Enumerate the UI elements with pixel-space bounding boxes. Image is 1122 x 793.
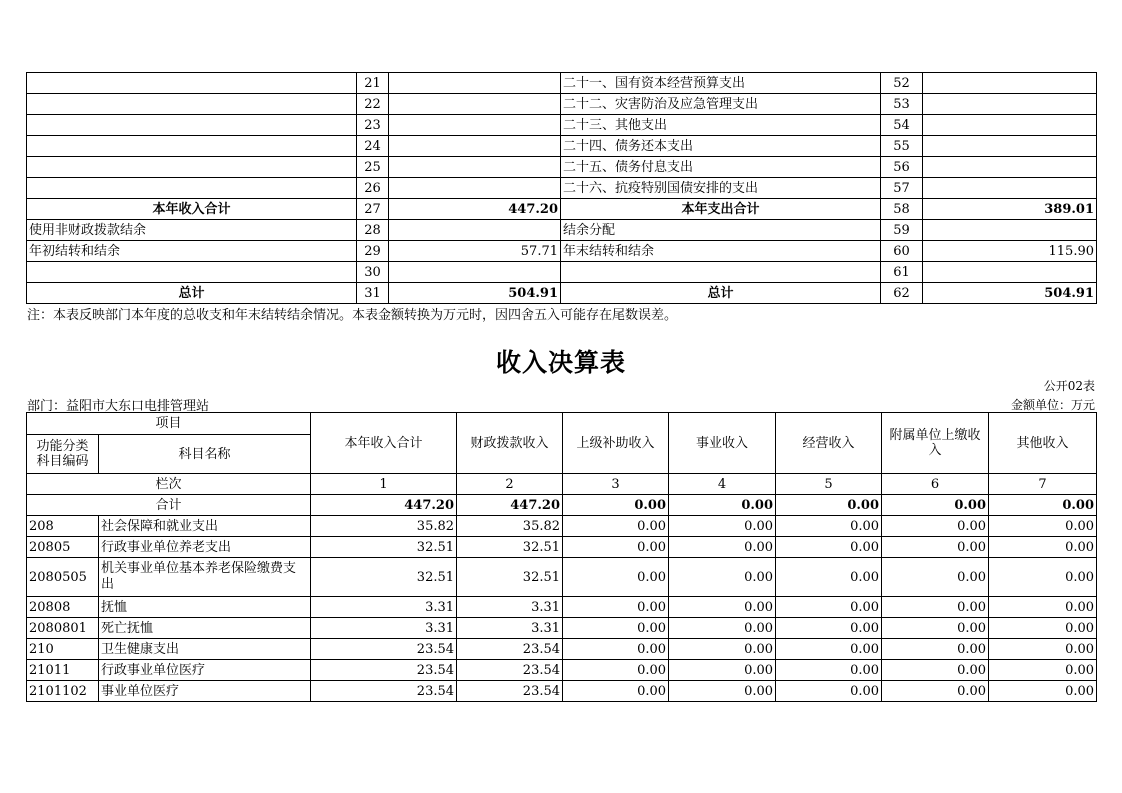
amount-cell: 0.00 <box>989 558 1097 597</box>
expenditure-item-label: 总计 <box>561 283 881 304</box>
expenditure-amount <box>923 220 1097 241</box>
income-amount: 447.20 <box>389 199 561 220</box>
expenditure-amount <box>923 136 1097 157</box>
income-amount: 57.71 <box>389 241 561 262</box>
column-index: 5 <box>776 474 882 495</box>
row-number: 27 <box>357 199 389 220</box>
column-index: 3 <box>563 474 669 495</box>
row-number: 22 <box>357 94 389 115</box>
row-number: 59 <box>881 220 923 241</box>
column-index: 7 <box>989 474 1097 495</box>
amount-cell: 0.00 <box>989 681 1097 702</box>
summary-row <box>27 283 1097 304</box>
amount-cell: 0.00 <box>776 660 882 681</box>
subject-name: 抚恤 <box>99 597 311 618</box>
amount-cell: 0.00 <box>989 660 1097 681</box>
amount-cell: 3.31 <box>457 597 563 618</box>
column-index: 2 <box>457 474 563 495</box>
amount-cell: 0.00 <box>776 558 882 597</box>
row-number: 21 <box>357 73 389 94</box>
row-number: 53 <box>881 94 923 115</box>
column-header: 本年收入合计 <box>311 413 457 474</box>
column-index: 1 <box>311 474 457 495</box>
row-number: 26 <box>357 178 389 199</box>
income-amount <box>389 262 561 283</box>
amount-cell: 0.00 <box>882 639 989 660</box>
amount-cell: 23.54 <box>311 660 457 681</box>
column-index: 6 <box>882 474 989 495</box>
amount-cell: 35.82 <box>311 516 457 537</box>
amount-cell: 0.00 <box>882 537 989 558</box>
amount-cell: 0.00 <box>563 660 669 681</box>
expenditure-item-label <box>561 262 881 283</box>
amount-cell: 3.31 <box>311 597 457 618</box>
income-item-label <box>27 136 357 157</box>
income-item-label <box>27 262 357 283</box>
expenditure-item-label: 二十二、灾害防治及应急管理支出 <box>561 94 881 115</box>
summary-row <box>27 220 1097 241</box>
amount-cell: 0.00 <box>882 516 989 537</box>
income-amount <box>389 94 561 115</box>
column-header: 事业收入 <box>669 413 776 474</box>
amount-cell: 0.00 <box>882 618 989 639</box>
amount-cell: 0.00 <box>669 537 776 558</box>
total-value: 0.00 <box>989 495 1097 516</box>
amount-cell: 23.54 <box>311 681 457 702</box>
amount-cell: 0.00 <box>882 660 989 681</box>
amount-cell: 32.51 <box>457 537 563 558</box>
row-number: 62 <box>881 283 923 304</box>
row-number: 25 <box>357 157 389 178</box>
income-amount <box>389 136 561 157</box>
total-label: 合计 <box>27 495 311 516</box>
row-number: 61 <box>881 262 923 283</box>
row-number: 60 <box>881 241 923 262</box>
income-item-label: 使用非财政拨款结余 <box>27 220 357 241</box>
income-amount <box>389 178 561 199</box>
total-value: 447.20 <box>457 495 563 516</box>
expenditure-amount <box>923 94 1097 115</box>
amount-cell: 0.00 <box>563 597 669 618</box>
subject-code: 2080505 <box>27 558 99 597</box>
expenditure-amount <box>923 157 1097 178</box>
amount-cell: 0.00 <box>669 639 776 660</box>
subject-name: 行政事业单位养老支出 <box>99 537 311 558</box>
summary-row <box>27 157 1097 178</box>
summary-row <box>27 178 1097 199</box>
expenditure-item-label: 二十三、其他支出 <box>561 115 881 136</box>
expenditure-item-label: 二十一、国有资本经营预算支出 <box>561 73 881 94</box>
subject-code: 20808 <box>27 597 99 618</box>
income-item-label <box>27 157 357 178</box>
income-item-label: 总计 <box>27 283 357 304</box>
income-expenditure-summary-table <box>26 72 1097 304</box>
row-number: 58 <box>881 199 923 220</box>
subject-code: 2101102 <box>27 681 99 702</box>
amount-cell: 0.00 <box>669 516 776 537</box>
row-number: 30 <box>357 262 389 283</box>
expenditure-item-label: 二十六、抗疫特别国债安排的支出 <box>561 178 881 199</box>
column-index-label: 栏次 <box>27 474 311 495</box>
table-row <box>27 597 1097 618</box>
income-item-label <box>27 73 357 94</box>
amount-cell: 0.00 <box>989 639 1097 660</box>
expenditure-amount: 504.91 <box>923 283 1097 304</box>
amount-cell: 23.54 <box>457 639 563 660</box>
expenditure-item-label: 二十四、债务还本支出 <box>561 136 881 157</box>
amount-cell: 0.00 <box>563 537 669 558</box>
amount-cell: 32.51 <box>311 558 457 597</box>
amount-cell: 0.00 <box>882 597 989 618</box>
summary-row <box>27 199 1097 220</box>
amount-cell: 3.31 <box>457 618 563 639</box>
expenditure-amount <box>923 115 1097 136</box>
income-amount: 504.91 <box>389 283 561 304</box>
expenditure-item-label: 二十五、债务付息支出 <box>561 157 881 178</box>
amount-cell: 0.00 <box>669 597 776 618</box>
income-item-label: 本年收入合计 <box>27 199 357 220</box>
subject-name: 机关事业单位基本养老保险缴费支出 <box>99 558 311 597</box>
amount-cell: 35.82 <box>457 516 563 537</box>
column-header: 附属单位上缴收入 <box>882 413 989 474</box>
row-number: 31 <box>357 283 389 304</box>
subject-code: 208 <box>27 516 99 537</box>
total-value: 0.00 <box>776 495 882 516</box>
amount-cell: 32.51 <box>457 558 563 597</box>
amount-cell: 0.00 <box>989 516 1097 537</box>
expenditure-amount: 389.01 <box>923 199 1097 220</box>
column-header: 经营收入 <box>776 413 882 474</box>
row-number: 55 <box>881 136 923 157</box>
header-item: 项目 <box>27 413 311 435</box>
amount-cell: 0.00 <box>669 681 776 702</box>
amount-cell: 0.00 <box>669 660 776 681</box>
expenditure-amount <box>923 262 1097 283</box>
column-index: 4 <box>669 474 776 495</box>
total-value: 0.00 <box>882 495 989 516</box>
row-number: 56 <box>881 157 923 178</box>
amount-cell: 0.00 <box>776 639 882 660</box>
table-row <box>27 660 1097 681</box>
income-amount <box>389 115 561 136</box>
table-number: 公开02表 <box>1043 379 1095 393</box>
amount-cell: 0.00 <box>776 681 882 702</box>
header-code: 功能分类科目编码 <box>27 435 99 474</box>
expenditure-amount: 115.90 <box>923 241 1097 262</box>
amount-cell: 0.00 <box>882 558 989 597</box>
table-row <box>27 537 1097 558</box>
expenditure-item-label: 结余分配 <box>561 220 881 241</box>
subject-name: 行政事业单位医疗 <box>99 660 311 681</box>
amount-cell: 23.54 <box>457 681 563 702</box>
amount-cell: 0.00 <box>776 597 882 618</box>
amount-cell: 0.00 <box>776 537 882 558</box>
income-item-label <box>27 178 357 199</box>
subject-code: 20805 <box>27 537 99 558</box>
row-number: 29 <box>357 241 389 262</box>
row-number: 54 <box>881 115 923 136</box>
column-header: 上级补助收入 <box>563 413 669 474</box>
amount-cell: 0.00 <box>776 618 882 639</box>
total-value: 0.00 <box>563 495 669 516</box>
subject-name: 社会保障和就业支出 <box>99 516 311 537</box>
amount-cell: 0.00 <box>563 681 669 702</box>
income-item-label: 年初结转和结余 <box>27 241 357 262</box>
summary-row <box>27 136 1097 157</box>
table-row <box>27 681 1097 702</box>
amount-cell: 0.00 <box>989 537 1097 558</box>
subject-name: 死亡抚恤 <box>99 618 311 639</box>
income-amount <box>389 73 561 94</box>
income-item-label <box>27 94 357 115</box>
total-value: 0.00 <box>669 495 776 516</box>
subject-code: 2080801 <box>27 618 99 639</box>
summary-row <box>27 73 1097 94</box>
expenditure-amount <box>923 73 1097 94</box>
department-label: 部门：益阳市大东口电排管理站 <box>27 399 210 414</box>
column-header: 财政拨款收入 <box>457 413 563 474</box>
summary-row <box>27 262 1097 283</box>
header-name: 科目名称 <box>99 435 311 474</box>
summary-row <box>27 94 1097 115</box>
row-number: 57 <box>881 178 923 199</box>
income-amount <box>389 157 561 178</box>
amount-cell: 3.31 <box>311 618 457 639</box>
income-amount <box>389 220 561 241</box>
expenditure-item-label: 年末结转和结余 <box>561 241 881 262</box>
subject-name: 卫生健康支出 <box>99 639 311 660</box>
amount-cell: 0.00 <box>989 618 1097 639</box>
expenditure-amount <box>923 178 1097 199</box>
subject-name: 事业单位医疗 <box>99 681 311 702</box>
table-row <box>27 558 1097 597</box>
summary-row <box>27 241 1097 262</box>
amount-cell: 0.00 <box>882 681 989 702</box>
amount-cell: 0.00 <box>669 618 776 639</box>
amount-cell: 0.00 <box>776 516 882 537</box>
subject-code: 21011 <box>27 660 99 681</box>
amount-cell: 0.00 <box>563 639 669 660</box>
amount-cell: 0.00 <box>989 597 1097 618</box>
expenditure-item-label: 本年支出合计 <box>561 199 881 220</box>
amount-cell: 0.00 <box>563 558 669 597</box>
table-row <box>27 639 1097 660</box>
income-item-label <box>27 115 357 136</box>
amount-cell: 0.00 <box>563 618 669 639</box>
amount-cell: 0.00 <box>669 558 776 597</box>
row-number: 23 <box>357 115 389 136</box>
table-note: 注：本表反映部门本年度的总收支和年末结转结余情况。本表金额转换为万元时，因四舍五入可能存在尾数误差。 <box>27 308 678 323</box>
table-row <box>27 516 1097 537</box>
amount-cell: 23.54 <box>457 660 563 681</box>
page-title: 收入决算表 <box>495 348 626 377</box>
column-header: 其他收入 <box>989 413 1097 474</box>
table-row <box>27 618 1097 639</box>
amount-unit-label: 金额单位：万元 <box>1010 398 1095 412</box>
amount-cell: 32.51 <box>311 537 457 558</box>
total-value: 447.20 <box>311 495 457 516</box>
row-number: 24 <box>357 136 389 157</box>
income-final-accounts-table <box>26 412 1097 702</box>
summary-row <box>27 115 1097 136</box>
row-number: 52 <box>881 73 923 94</box>
subject-code: 210 <box>27 639 99 660</box>
amount-cell: 0.00 <box>563 516 669 537</box>
row-number: 28 <box>357 220 389 241</box>
amount-cell: 23.54 <box>311 639 457 660</box>
